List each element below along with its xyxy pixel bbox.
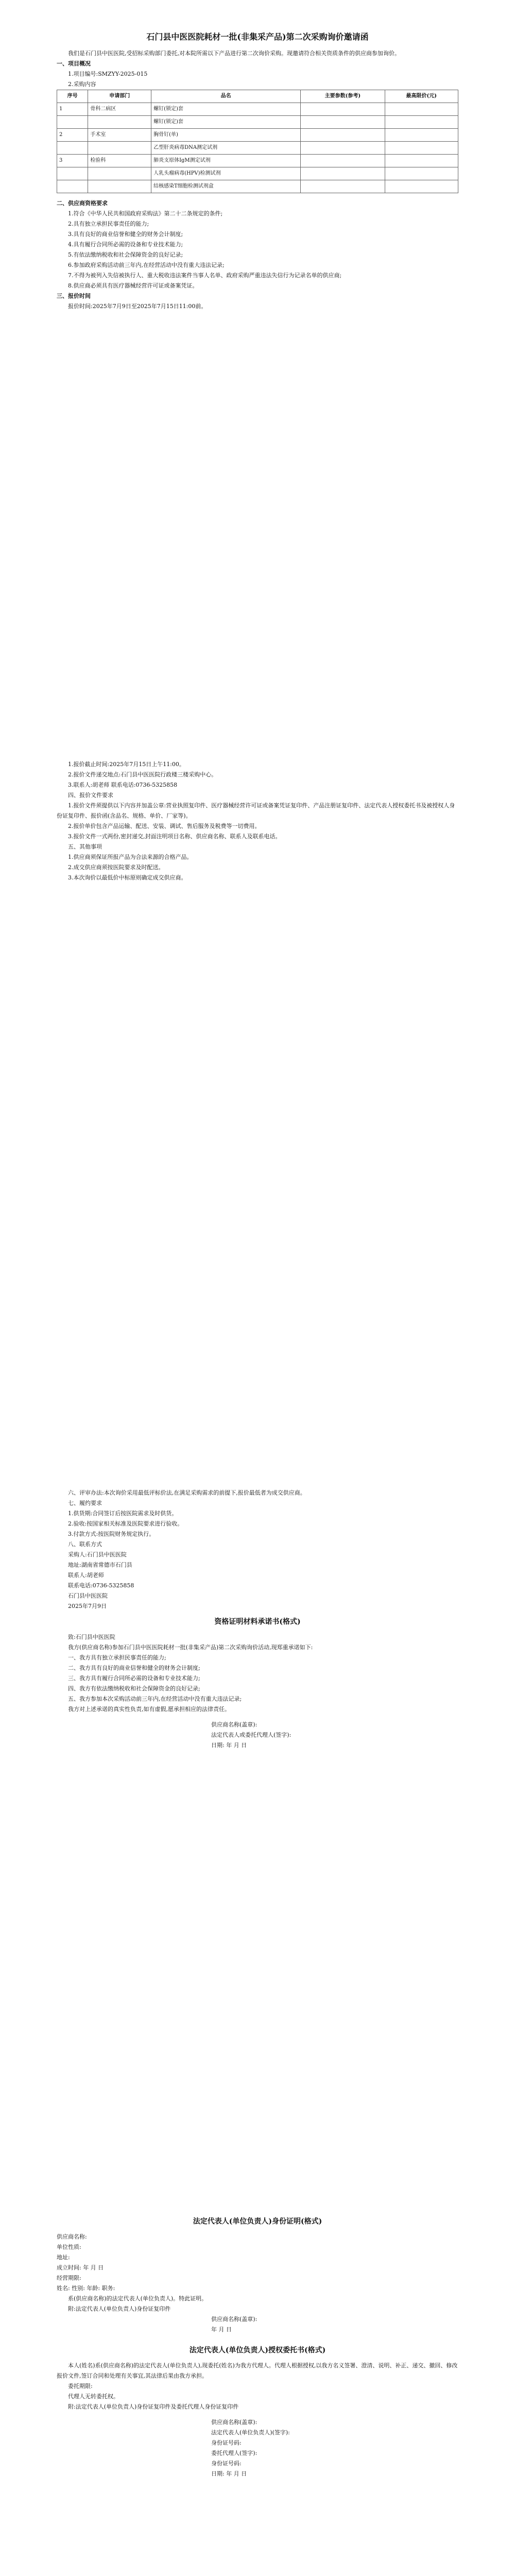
paragraph: 1.报价截止时间:2025年7月15日上午11:00。 xyxy=(68,761,185,768)
table-cell xyxy=(88,167,151,180)
table-cell xyxy=(57,116,88,129)
table-cell xyxy=(301,129,385,142)
commitment-paragraph: 五、我方参加本次采购活动前三年内,在经营活动中没有重大违法记录; xyxy=(68,1696,242,1702)
table-cell: 骨科二病区 xyxy=(88,103,151,116)
table-cell xyxy=(301,180,385,193)
paragraph: 地址:湖南省常德市石门县 xyxy=(68,1562,132,1568)
paragraph: 六、评审办法:本次询价采用最低评标价法,在满足采购需求的前提下,报价最低者为成交供应商。 xyxy=(68,1489,306,1496)
authorization-paragraph: 代理人无转委托权。 xyxy=(68,2393,119,2400)
authorization-paragraph: 委托期限: xyxy=(68,2383,93,2389)
section-heading: 二、供应商资格要求 xyxy=(57,200,108,207)
table-cell xyxy=(57,167,88,180)
table-cell: 乙型肝炎病毒DNA测定试剂 xyxy=(151,142,301,155)
page-1 xyxy=(0,0,515,728)
id-field: 地址: xyxy=(57,2254,70,2261)
page-2 xyxy=(0,728,515,1457)
requirements-list xyxy=(57,209,458,291)
paragraph: 2.验收:按国家相关标准及医院要求进行验收。 xyxy=(68,1520,183,1527)
table-row xyxy=(57,167,458,180)
table-header-cell: 最高限价(元) xyxy=(385,90,458,103)
paragraph: 2.报价单价包含产品运输、配送、安装、调试、售后服务及税费等一切费用。 xyxy=(68,823,261,829)
document-title: 石门县中医医院耗材一批(非集采产品)第二次采购询价邀请函 xyxy=(146,32,369,42)
signature-line: 身份证号码: xyxy=(211,2460,242,2467)
table-header-cell: 序号 xyxy=(57,90,88,103)
table-row xyxy=(57,180,458,193)
id-field: 成立时间: 年 月 日 xyxy=(57,2264,104,2271)
section-heading: 三、报价时间 xyxy=(57,293,91,299)
table-cell xyxy=(301,116,385,129)
table-cell xyxy=(385,155,458,167)
table-row xyxy=(57,116,458,129)
procurement-table xyxy=(57,90,458,193)
table-cell xyxy=(88,116,151,129)
section-heading: 2.采购内容 xyxy=(68,81,96,88)
table-cell: 螺钉(锁定)套 xyxy=(151,103,301,116)
table-cell: 人乳头瘤病毒(HPV)检测试剂 xyxy=(151,167,301,180)
signature-line: 日期: 年 月 日 xyxy=(211,2470,247,2477)
paragraph: 五、其他事项 xyxy=(68,843,102,850)
signature-date: 日期: 年 月 日 xyxy=(211,1742,247,1749)
commitment-paragraph: 致:石门县中医医院 xyxy=(68,1634,115,1640)
page-4-body xyxy=(57,2216,458,2479)
paragraph: 3.本次询价以最低价中标原则确定成交供应商。 xyxy=(68,874,187,881)
page-1-body xyxy=(57,31,458,312)
commitment-paragraph: 二、我方具有良好的商业信誉和健全的财务会计制度; xyxy=(68,1665,200,1671)
table-row xyxy=(57,103,458,116)
requirement-item: 4.具有履行合同所必需的设备和专业技术能力; xyxy=(68,241,183,248)
table-cell: 手术室 xyxy=(88,129,151,142)
page-2-body xyxy=(57,759,458,883)
paragraph: 七、履约要求 xyxy=(68,1500,102,1506)
project-number: 1.项目编号:SMZYY-2025-015 xyxy=(68,71,148,77)
table-cell xyxy=(88,180,151,193)
table-cell: 螺钉(锁定)套 xyxy=(151,116,301,129)
signature-line: 委托代理人(签字): xyxy=(211,2450,258,2456)
table-cell xyxy=(301,103,385,116)
commitment-paragraph: 一、我方具有独立承担民事责任的能力; xyxy=(68,1654,166,1661)
section-heading: 一、项目概况 xyxy=(57,60,91,67)
id-field: 姓名: 性别: 年龄: 职务: xyxy=(57,2285,115,2292)
page-4 xyxy=(0,2185,515,2576)
table-cell xyxy=(385,142,458,155)
table-cell xyxy=(88,142,151,155)
signature-line: 法定代表人(单位负责人)(签字): xyxy=(211,2429,290,2436)
id-field: 单位性质: xyxy=(57,2244,81,2250)
table-cell: 结核感染T细胞检测试剂盒 xyxy=(151,180,301,193)
paragraph: 联系电话:0736-5325858 xyxy=(68,1582,134,1589)
table-header-cell: 主要参数(参考) xyxy=(301,90,385,103)
paragraph: 2025年7月9日 xyxy=(68,1603,107,1609)
table-cell xyxy=(385,116,458,129)
intro-text: 我们是石门县中医医院,受招标采购部门委托,对本院所需以下产品进行第二次询价采购。现邀请符合相关资质条件的供应商参加询价。 xyxy=(68,50,400,57)
signature-date: 年 月 日 xyxy=(211,2326,232,2333)
requirement-item: 5.有依法缴纳税收和社会保障资金的良好记录; xyxy=(68,251,183,258)
id-attachment: 附:法定代表人(单位负责人)身份证复印件 xyxy=(68,2306,171,2312)
paragraph: 石门县中医医院 xyxy=(68,1592,108,1599)
table-cell xyxy=(385,103,458,116)
table-cell xyxy=(57,180,88,193)
paragraph: 四、报价文件要求 xyxy=(68,792,113,799)
table-cell xyxy=(301,142,385,155)
table-row xyxy=(57,155,458,167)
commitment-paragraph: 我方(供应商名称)参加石门县中医医院耗材一批(非集采产品)第二次采购询价活动,现郑重承诺如下: xyxy=(68,1644,313,1651)
paragraph: 八、联系方式 xyxy=(68,1541,102,1548)
table-cell xyxy=(57,142,88,155)
commitment-paragraph: 三、我方具有履行合同所必需的设备和专业技术能力; xyxy=(68,1675,200,1682)
requirement-item: 2.具有独立承担民事责任的能力; xyxy=(68,221,149,227)
paragraph: 1.供应商须保证所报产品为合法来源的合格产品。 xyxy=(68,854,193,860)
signature-line: 供应商名称(盖章): xyxy=(211,2316,258,2323)
authorization-title: 法定代表人(单位负责人)授权委托书(格式) xyxy=(189,2346,326,2354)
id-field: 经营期限: xyxy=(57,2275,81,2281)
paragraph: 2.报价文件递交地点:石门县中医医院行政楼三楼采购中心。 xyxy=(68,771,217,778)
table-cell: 3 xyxy=(57,155,88,167)
signature-line: 供应商名称(盖章): xyxy=(211,1721,258,1728)
table-cell xyxy=(301,167,385,180)
paragraph: 采购人:石门县中医医院 xyxy=(68,1551,127,1558)
paragraph: 联系人:胡老师 xyxy=(68,1572,104,1579)
quote-time: 报价时间:2025年7月9日至2025年7月15日11:00前。 xyxy=(68,303,207,310)
paragraph: 1.供货期:合同签订后按医院需求及时供货。 xyxy=(68,1510,178,1517)
table-header-cell: 申请部门 xyxy=(88,90,151,103)
table-cell xyxy=(385,129,458,142)
requirement-item: 6.参加政府采购活动前三年内,在经营活动中没有重大违法记录; xyxy=(68,262,225,268)
authorization-paragraph: 附:法定代表人(单位负责人)身份证复印件及委托代理人身份证复印件 xyxy=(68,2403,239,2410)
commitment-paragraph: 我方对上述承诺的真实性负责,如有虚假,愿承担相应的法律责任。 xyxy=(68,1706,230,1713)
page-3-body xyxy=(57,1488,458,1751)
requirement-item: 7.不得为被列入失信被执行人、重大税收违法案件当事人名单、政府采购严重违法失信行为记录名单的供应商; xyxy=(68,272,342,279)
id-field: 供应商名称: xyxy=(57,2233,87,2240)
table-row xyxy=(57,142,458,155)
table-cell: 检验科 xyxy=(88,155,151,167)
table-cell: 2 xyxy=(57,129,88,142)
authorization-paragraph: 本人(姓名)系(供应商名称)的法定代表人(单位负责人),现委托(姓名)为我方代理人。代理人根据授权,以我方名义签署、澄清、说明、补正、递交、撤回、修改报价文件,签订合同和处理有关事宜,其法律后果由我方承担。 xyxy=(57,2362,458,2379)
signature-line: 供应商名称(盖章): xyxy=(211,2419,258,2426)
paragraph: 3.联系人:胡老师 联系电话:0736-5325858 xyxy=(68,782,178,788)
paragraph: 3.付款方式:按医院财务规定执行。 xyxy=(68,1531,155,1537)
requirement-item: 1.符合《中华人民共和国政府采购法》第二十二条规定的条件; xyxy=(68,210,223,217)
table-cell: 1 xyxy=(57,103,88,116)
table-row xyxy=(57,129,458,142)
table-cell xyxy=(385,180,458,193)
requirement-item: 8.供应商必须具有医疗器械经营许可证或备案凭证。 xyxy=(68,282,198,289)
table-cell: 肺炎支原体IgM测定试剂 xyxy=(151,155,301,167)
signature-line: 身份证号码: xyxy=(211,2439,242,2446)
page-3 xyxy=(0,1457,515,2185)
paragraph: 2.成交供应商须按医院要求及时配送。 xyxy=(68,864,164,871)
paragraph: 3.报价文件一式两份,密封递交,封面注明项目名称、供应商名称、联系人及联系电话。 xyxy=(68,833,281,840)
table-header-cell: 品名 xyxy=(151,90,301,103)
table-cell xyxy=(301,155,385,167)
commitment-paragraph: 四、我方有依法缴纳税收和社会保障资金的良好记录; xyxy=(68,1685,200,1692)
commitment-title: 资格证明材料承诺书(格式) xyxy=(214,1618,301,1626)
table-cell xyxy=(385,167,458,180)
table-cell: 胸骨钉(单) xyxy=(151,129,301,142)
id-body: 系(供应商名称)的法定代表人(单位负责人)。特此证明。 xyxy=(68,2295,208,2302)
requirement-item: 3.具有良好的商业信誉和健全的财务会计制度; xyxy=(68,231,183,238)
signature-line: 法定代表人或委托代理人(签字): xyxy=(211,1732,291,1738)
id-certificate-title: 法定代表人(单位负责人)身份证明(格式) xyxy=(193,2217,322,2226)
paragraph: 1.报价文件须提供以下内容并加盖公章:营业执照复印件、医疗器械经营许可证或备案凭证复印件、产品注册证复印件、法定代表人授权委托书及被授权人身份证复印件、报价函(含品名、规格、单价、厂家等)。 xyxy=(57,802,455,819)
